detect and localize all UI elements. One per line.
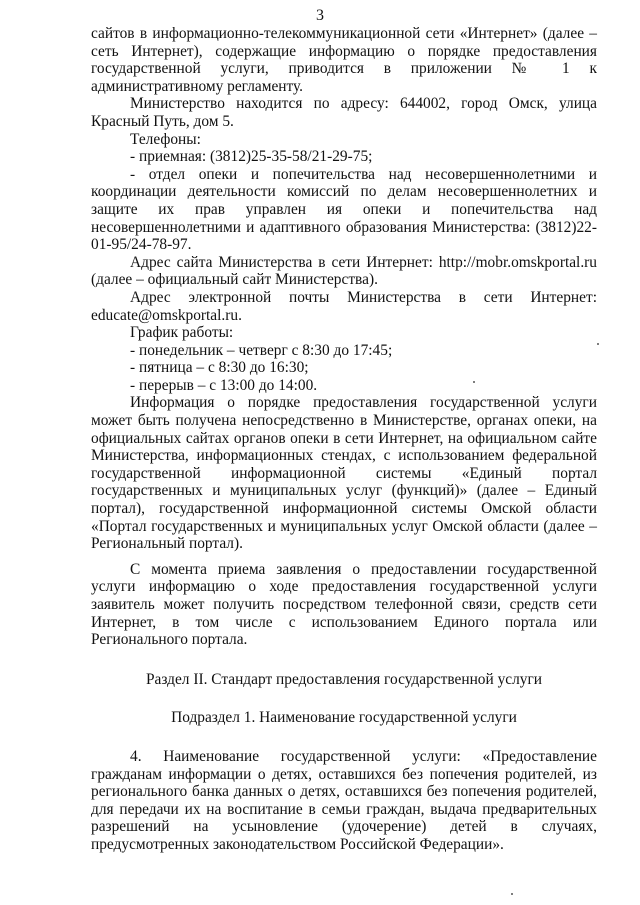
- list-item-mon-thu: - понедельник – четверг с 8:30 до 17:45;: [130, 341, 393, 359]
- paragraph-ministry-address: Министерство находится по адресу: 644002, город Омск, улица Красный Путь, дом 5.: [91, 95, 597, 130]
- paragraph-service-name: 4. Наименование государственной услуги: «Предоставление гражданам информации о детях, оставшихся без попечения родителей, из регионального банка данных о детях, оставшихся без попечения родителей, для передачи их на воспитание в семьи граждан, выдача предварительных разрешений на усыновление (удочерение) детей в случаях, предусмотренных законодательством Российской Федерации».: [91, 747, 597, 853]
- scan-speck: [473, 381, 475, 383]
- paragraph-information-sources: Информация о порядке предоставления государственной услуги может быть получена непосредственно в Министерстве, органах опеки, на официальных сайтах органов опеки в сети Интернет, на официальном сайте Министерства, информационных стендах, с использованием федеральной государственной информационной системы «Единый портал государственных и муниципальных услуг (функций)» (далее – Единый портал), государственной информационной системы Омской области «Портал государственных и муниципальных услуг Омской области (далее – Региональный портал).: [91, 394, 597, 553]
- paragraph-phones-label: Телефоны:: [130, 130, 201, 148]
- section-heading: Раздел II. Стандарт предоставления государственной услуги: [145, 670, 543, 688]
- list-item-friday: - пятница – с 8:30 до 16:30;: [130, 359, 309, 377]
- paragraph-email: Адрес электронной почты Министерства в сети Интернет: educate@omskportal.ru.: [91, 288, 597, 324]
- page-number: 3: [316, 7, 324, 24]
- paragraph-application-status: С момента приема заявления о предоставлении государственной услуги информацию о ходе предоставления государственной услуги заявитель может получить посредством телефонной связи, средств сети Интернет, в том числе с использованием Единого портала или Регионального портала.: [91, 560, 597, 649]
- document-body: [91, 25, 597, 854]
- scan-speck: [511, 893, 513, 895]
- paragraph-website: Адрес сайта Министерства в сети Интернет: http://mobr.omskportal.ru (далее – официальный сайт Министерства).: [91, 253, 597, 289]
- scan-speck: [597, 343, 599, 345]
- paragraph-schedule-label: График работы:: [130, 324, 234, 342]
- list-item-department-phone: - отдел опеки и попечительства над несовершеннолетними и координации деятельности комиссий по делам несовершеннолетних и защите их прав управлен ия опеки и попечительства над несовершеннолетними и адаптивного образования Министерства: (3812)22-01-95/24-78-97.: [91, 165, 597, 254]
- list-item-break: - перерыв – с 13:00 до 14:00.: [130, 376, 318, 394]
- list-item-reception-phone: - приемная: (3812)25-35-58/21-29-75;: [130, 148, 373, 166]
- subsection-heading: Подраздел 1. Наименование государственной услуги: [171, 709, 517, 727]
- paragraph-sites-info: сайтов в информационно-телекоммуникационной сети «Интернет» (далее – сеть Интернет), содержащие информацию о порядке предоставления государственной услуги, приводится в приложении № 1 к административному регламенту.: [91, 25, 597, 95]
